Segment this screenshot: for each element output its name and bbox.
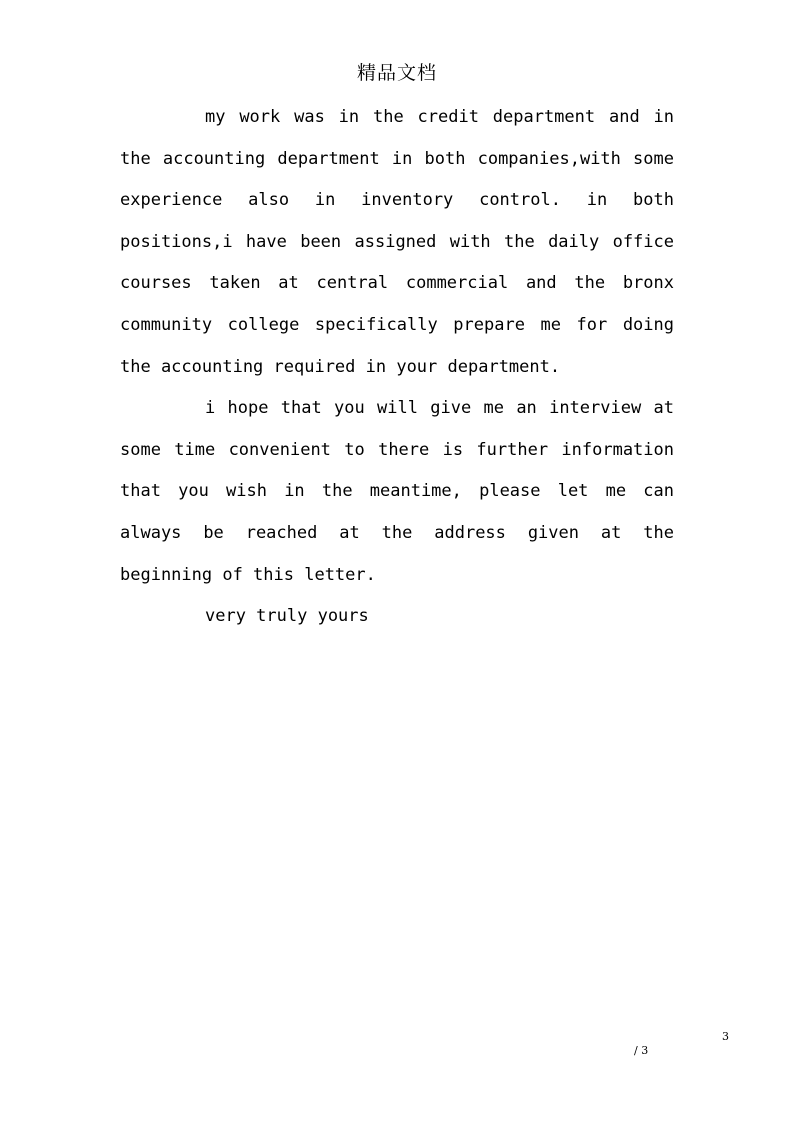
page-number: 3 — [722, 1030, 729, 1043]
closing-line: very truly yours — [205, 606, 369, 627]
body-paragraph: i hope that you will give me an interview at some time convenient to there is further information that you wish in the meantime, please let me can always be reached at the address given at the beginning of this letter. — [120, 398, 674, 585]
document-header-title: 精品文档 — [356, 62, 437, 84]
letter-body — [120, 97, 674, 638]
body-paragraph: my work was in the credit department and in the accounting department in both companies,with some experience also in inventory control. in both positions,i have been assigned with the daily office courses taken at central commercial and the bronx community college specifically prepare me for doing the accounting required in your department. — [120, 107, 674, 377]
page-total: / 3 — [634, 1044, 649, 1057]
